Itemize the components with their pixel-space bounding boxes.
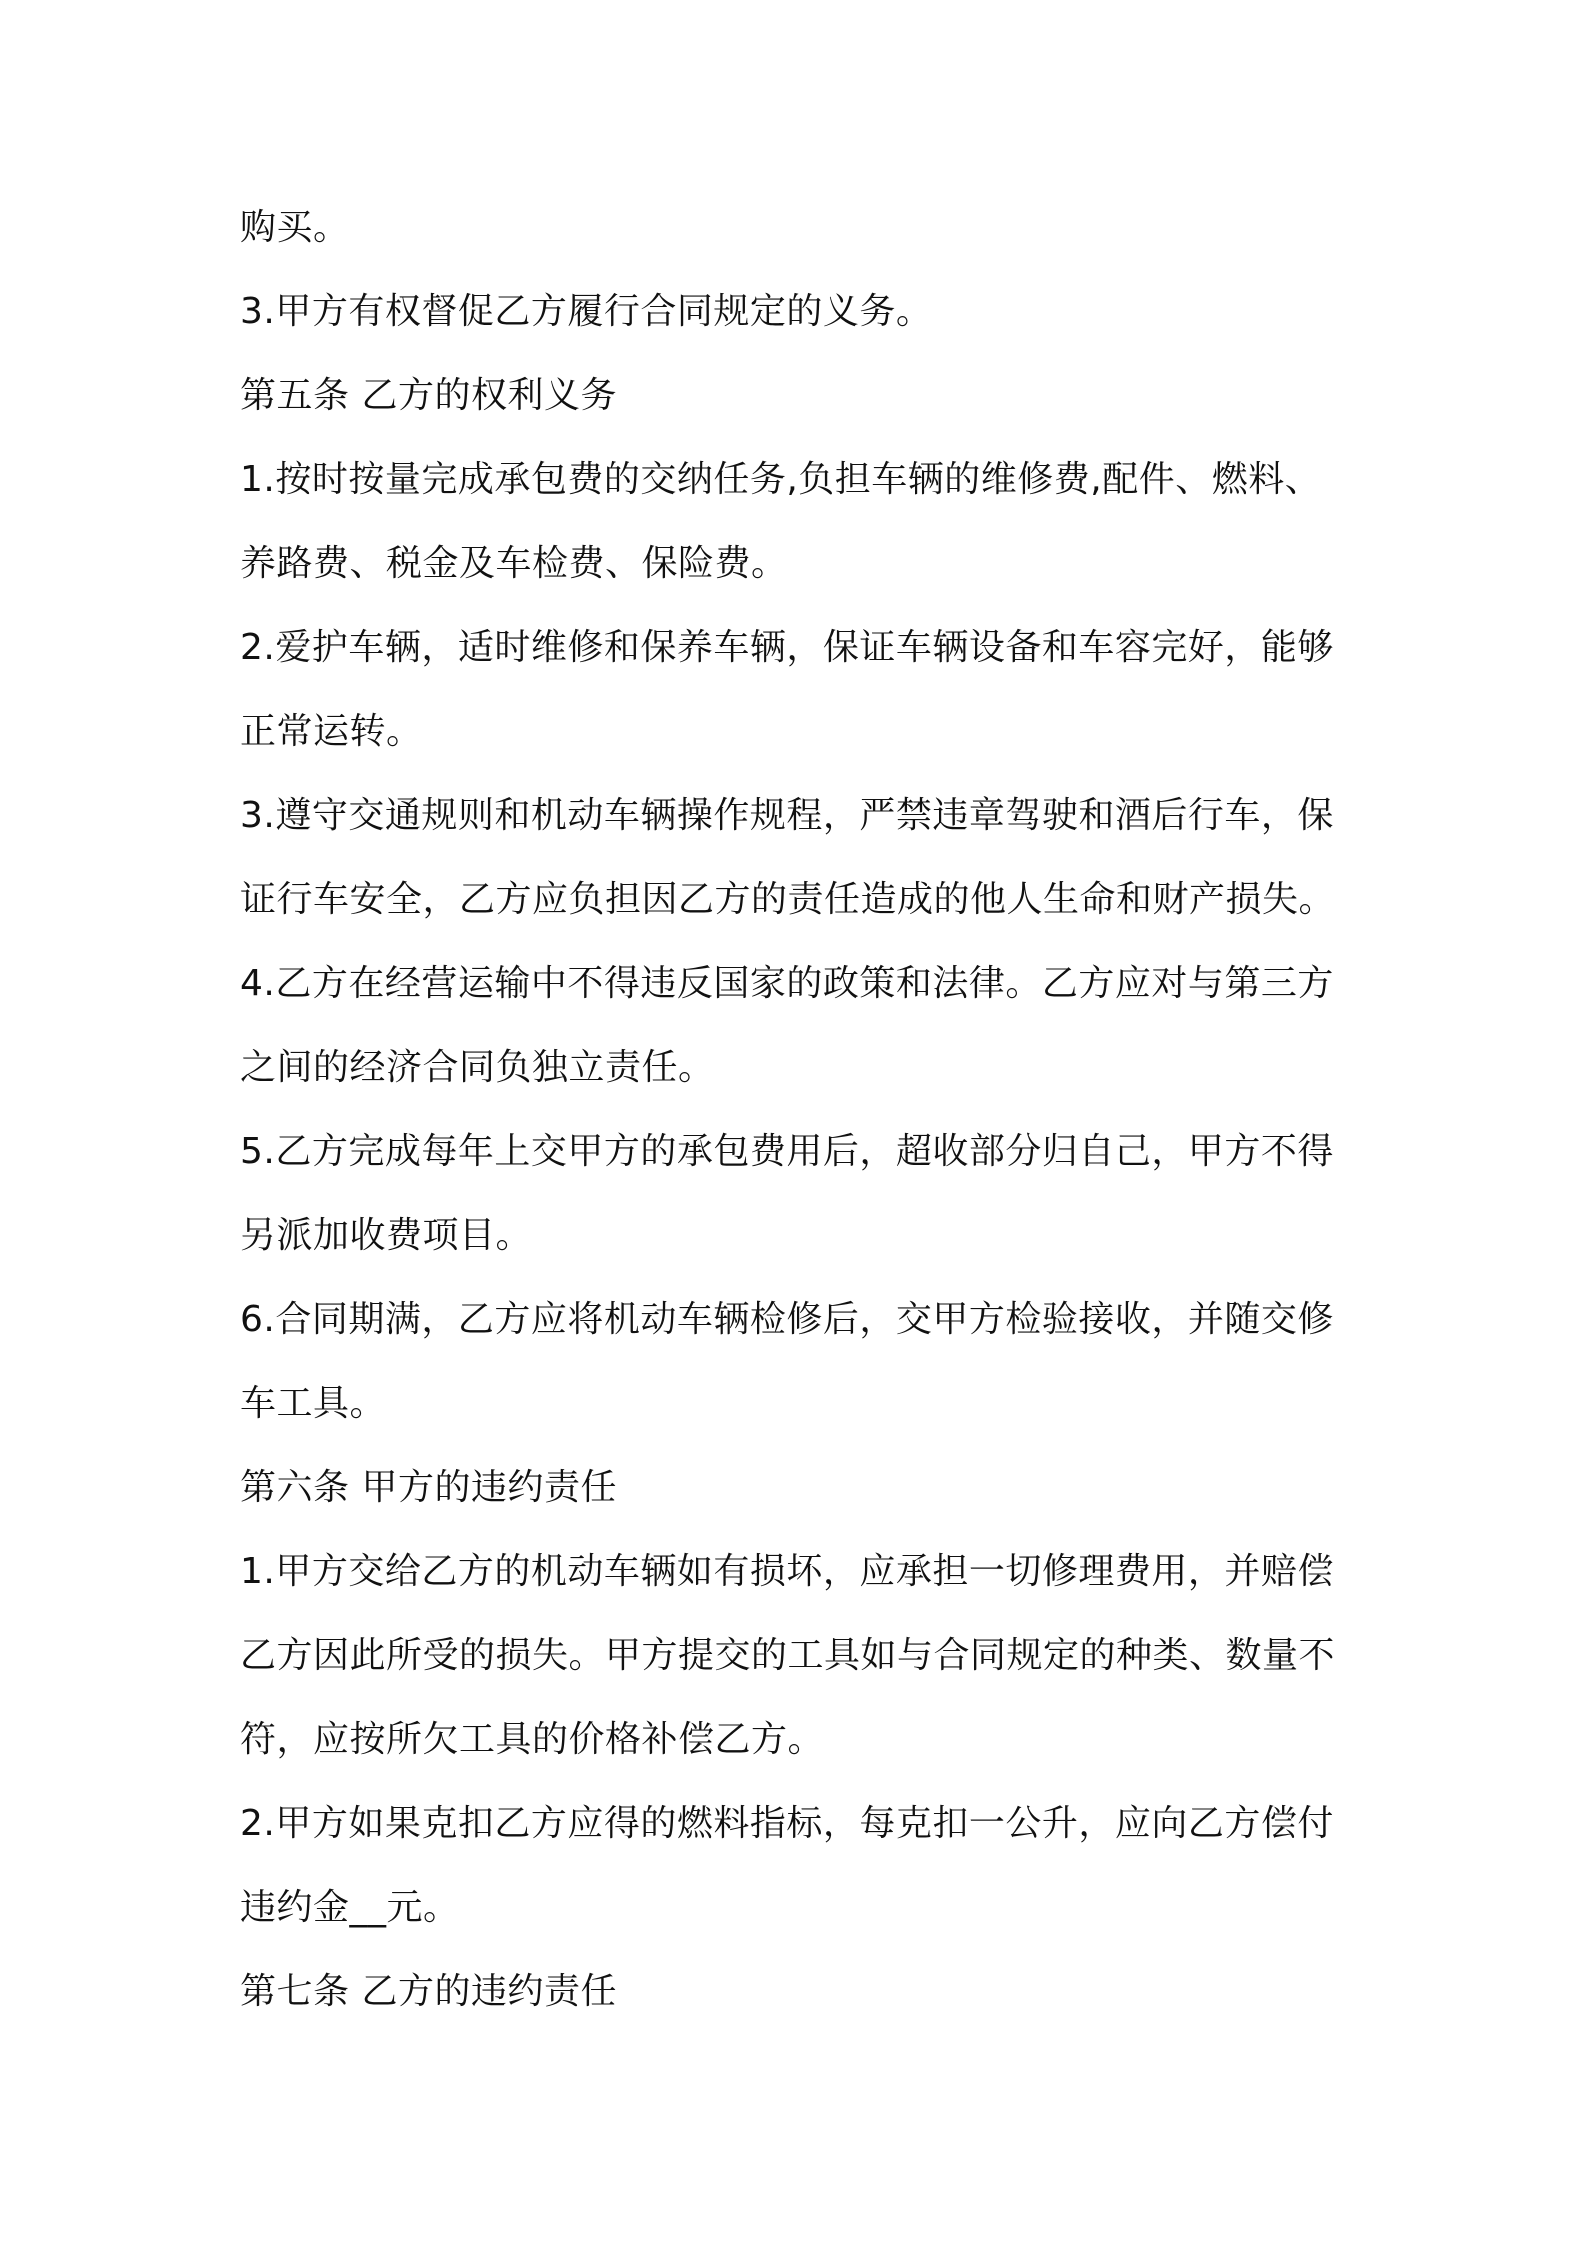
section-heading-article5: 第五条 乙方的权利义务 [240,375,617,416]
text-line-article5-item3-cont: 证行车安全，乙方应负担因乙方的责任造成的他人生命和财产损失。 [240,879,1336,920]
text-line-article6-item1-cont: 乙方因此所受的损失。甲方提交的工具如与合同规定的种类、数量不 [240,1635,1336,1676]
text-line-article5-item5: 5.乙方完成每年上交甲方的承包费用后，超收部分归自己，甲方不得 [240,1131,1334,1172]
text-line-clause4-item3: 3.甲方有权督促乙方履行合同规定的义务。 [240,291,933,332]
text-line-article6-item2-cont: 违约金__元。 [240,1887,460,1928]
text-line-purchase: 购买。 [240,207,350,248]
text-line-article5-item6-cont: 车工具。 [240,1383,387,1424]
text-line-article5-item5-cont: 另派加收费项目。 [240,1215,533,1256]
text-line-article5-item1: 1.按时按量完成承包费的交纳任务,负担车辆的维修费,配件、燃料、 [240,459,1322,500]
text-line-article5-item6: 6.合同期满，乙方应将机动车辆检修后，交甲方检验接收，并随交修 [240,1299,1334,1340]
text-line-article5-item2: 2.爱护车辆，适时维修和保养车辆，保证车辆设备和车容完好，能够 [240,627,1334,668]
text-line-article5-item1-cont: 养路费、税金及车检费、保险费。 [240,543,788,584]
text-line-article6-item2: 2.甲方如果克扣乙方应得的燃料指标，每克扣一公升，应向乙方偿付 [240,1803,1334,1844]
text-line-article6-item1-cont2: 符，应按所欠工具的价格补偿乙方。 [240,1719,825,1760]
text-line-article5-item2-cont: 正常运转。 [240,711,423,752]
section-heading-article6: 第六条 甲方的违约责任 [240,1467,617,1508]
section-heading-article7: 第七条 乙方的违约责任 [240,1971,617,2012]
text-line-article5-item4-cont: 之间的经济合同负独立责任。 [240,1047,715,1088]
text-line-article6-item1: 1.甲方交给乙方的机动车辆如有损坏，应承担一切修理费用，并赔偿 [240,1551,1334,1592]
text-line-article5-item4: 4.乙方在经营运输中不得违反国家的政策和法律。乙方应对与第三方 [240,963,1334,1004]
text-line-article5-item3: 3.遵守交通规则和机动车辆操作规程，严禁违章驾驶和酒后行车，保 [240,795,1334,836]
